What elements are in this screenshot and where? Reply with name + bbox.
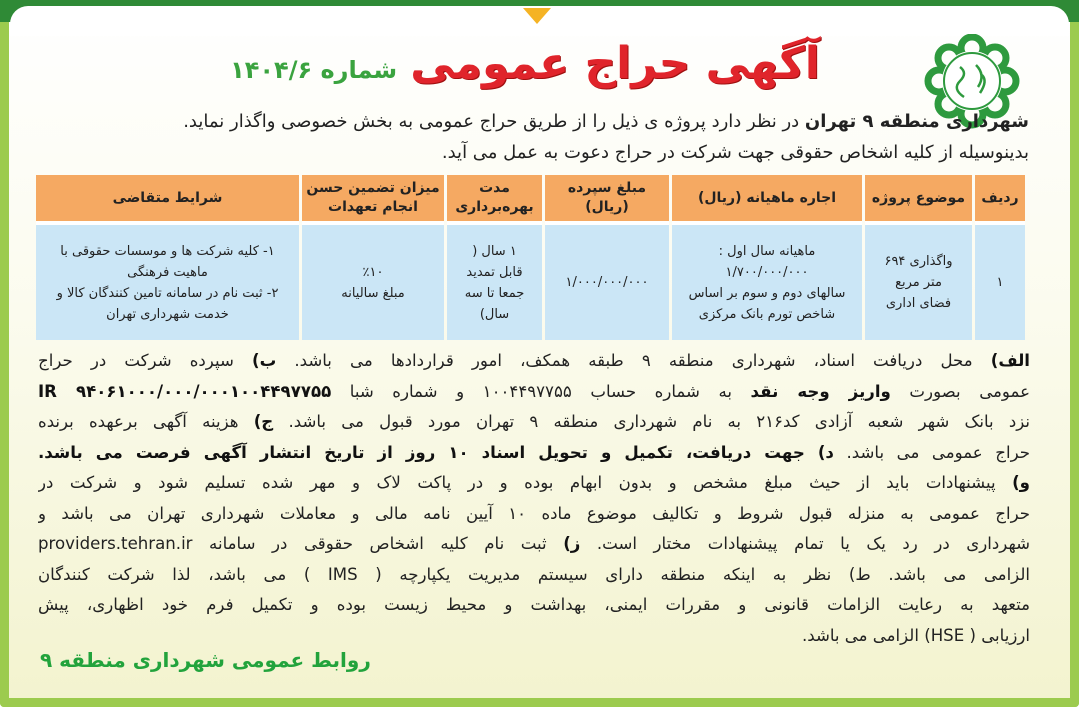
intro-line2: بدینوسیله از کلیه اشخاص حقوقی جهت شرکت در حراج دعوت به عمل می آید. xyxy=(441,142,1029,163)
guarantee-percent: ٪۱۰ xyxy=(362,264,384,280)
ad-number: شماره ۱۴۰۴/۶ xyxy=(230,56,398,84)
terms-segment: محل دریافت اسناد، شهرداری منطقه ۹ طبقه همکف، امور قراردادها می باشد. xyxy=(276,351,991,370)
col-guarantee: میزان تضمین حسن انجام تعهدات xyxy=(302,175,444,225)
condition-line: خدمت شهرداری تهران xyxy=(106,306,229,322)
terms-segment: به شماره حساب ۱۰۰۴۴۹۷۷۵۵ و شماره شبا xyxy=(331,381,751,401)
rent-line: شاخص تورم بانک مرکزی xyxy=(698,306,836,322)
condition-line: ماهیت فرهنگی xyxy=(127,264,208,280)
condition-line: ۲- ثبت نام در سامانه تامین کنندگان کالا و xyxy=(56,285,279,301)
rent-amount: ۱/۷۰۰/۰۰۰/۰۰۰ xyxy=(725,264,809,280)
cell-conditions xyxy=(36,225,299,340)
terms-segment: نزد بانک شهر شعبه آزادی کد۲۱۶ به نام شهرداری منطقه ۹ تهران مورد قبول می باشد. xyxy=(273,412,1030,431)
terms-bold-segment: الف) xyxy=(990,351,1030,370)
table-row xyxy=(36,225,1025,340)
terms-segment: شهرداری در رد یک یا تمام پیشنهادات مختار است. xyxy=(580,534,1030,553)
rent-line: ماهیانه سال اول : xyxy=(718,243,816,259)
terms-body xyxy=(38,346,1030,651)
cell-subject: واگذاری ۶۹۴ متر مربع فضای اداری xyxy=(865,225,972,340)
terms-line xyxy=(38,590,1030,621)
intro xyxy=(29,106,1029,168)
auction-table xyxy=(33,175,1028,340)
cell-rent xyxy=(672,225,862,340)
footer-signature: روابط عمومی شهرداری منطقه ۹ xyxy=(40,648,371,672)
org-name: شهرداری منطقه ۹ تهران xyxy=(804,111,1029,132)
col-deposit: مبلغ سپرده (ریال) xyxy=(545,175,669,225)
terms-line xyxy=(38,377,1030,408)
rent-line: سالهای دوم و سوم بر اساس xyxy=(688,285,846,301)
terms-segment: حراج عمومی به منزله قبول شروط و تکالیف موضوع ماده ۱۰ آیین نامه مالی و معاملات شهرداری تهران می باشد و xyxy=(38,503,1030,523)
terms-segment: سپرده شرکت در حراج xyxy=(38,351,252,370)
terms-segment: حراج عمومی می باشد. xyxy=(833,442,1030,462)
terms-segment: هزینه آگهی برعهده برنده xyxy=(38,412,254,431)
col-subject: موضوع پروژه xyxy=(865,175,972,225)
table-header-row xyxy=(36,175,1025,225)
terms-segment: ارزیابی ( HSE) الزامی می باشد. xyxy=(801,625,1030,645)
terms-line xyxy=(38,468,1030,499)
intro-line1: در نظر دارد پروژه ی ذیل را از طریق حراج عمومی به بخش خصوصی واگذار نماید. xyxy=(183,111,805,132)
col-rent: اجاره ماهیانه (ریال) xyxy=(672,175,862,225)
col-index: ردیف xyxy=(975,175,1025,225)
terms-line xyxy=(38,621,1030,652)
terms-line xyxy=(38,438,1030,469)
terms-bold-segment: IR ۹۴۰۶۱۰۰۰/۰۰۰/۰۰۰۱۰۰۴۴۹۷۷۵۵ xyxy=(38,381,332,401)
cell-index: ۱ xyxy=(975,225,1025,340)
terms-segment: الزامی می باشد. ط) نظر به اینکه منطقه دارای سیستم مدیریت یکپارچه ( IMS ) می باشد، لذا شرکت کنندگان xyxy=(38,564,1030,584)
terms-bold-segment: و) xyxy=(1012,473,1030,492)
title-text: آگهی حراج عمومی xyxy=(410,38,820,89)
terms-line xyxy=(38,499,1030,530)
ad-title xyxy=(230,38,820,89)
col-conditions: شرایط متقاضی xyxy=(36,175,299,225)
terms-segment: متعهد به رعایت الزامات قانونی و مقررات ایمنی، بهداشت و محیط زیست بوده و تکمیل فرم خود اظهاری، پیش xyxy=(38,595,1030,614)
terms-segment: پیشنهادات باید از حیث مبلغ مشخص و بدون ابهام بوده و در پاکت لاک و مهر شده تسلیم شود و شرکت در xyxy=(38,473,1013,492)
terms-segment: ثبت نام کلیه اشخاص حقوقی در سامانه providers.tehran.ir xyxy=(38,534,564,553)
terms-bold-segment: ج) xyxy=(253,412,274,431)
terms-bold-segment: ب) xyxy=(251,351,277,370)
terms-line xyxy=(38,407,1030,438)
terms-line xyxy=(38,560,1030,591)
guarantee-basis: مبلغ سالیانه xyxy=(341,285,405,301)
terms-bold-segment: د) جهت دریافت، تکمیل و تحویل اسناد ۱۰ روز از تاریخ انتشار آگهی فرصت می باشد. xyxy=(38,442,834,462)
cell-duration: ۱ سال ( قابل تمدید جمعا تا سه سال) xyxy=(447,225,542,340)
triangle-marker-icon xyxy=(523,8,551,24)
terms-bold-segment: ز) xyxy=(563,534,581,553)
cell-guarantee xyxy=(302,225,444,340)
cell-deposit: ۱/۰۰۰/۰۰۰/۰۰۰ xyxy=(545,225,669,340)
terms-line xyxy=(38,529,1030,560)
col-duration: مدت بهره‌برداری xyxy=(447,175,542,225)
terms-bold-segment: واریز وجه نقد xyxy=(750,381,891,401)
terms-line xyxy=(38,346,1030,377)
terms-segment: عمومی بصورت xyxy=(890,381,1030,401)
condition-line: ۱- کلیه شرکت ها و موسسات حقوقی با xyxy=(60,243,275,259)
